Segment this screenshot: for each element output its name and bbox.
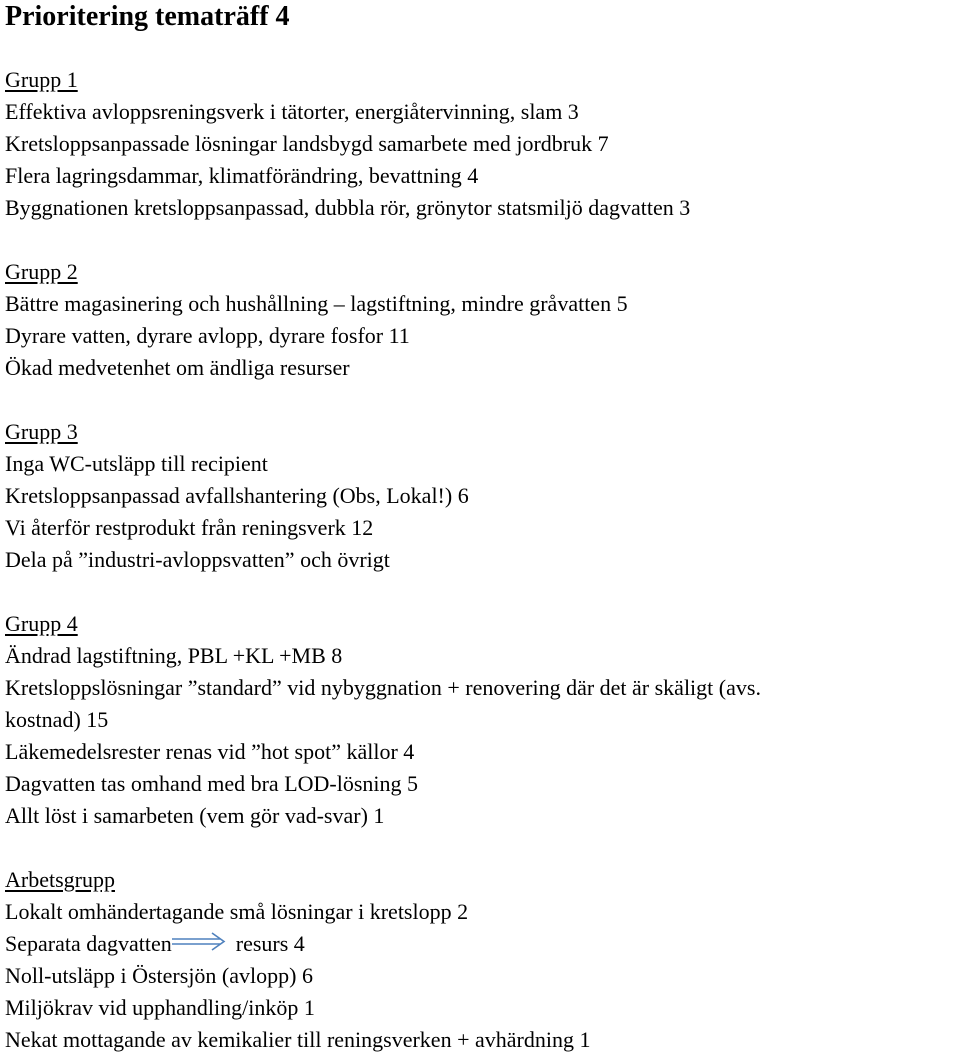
list-item: Noll-utsläpp i Östersjön (avlopp) 6 (5, 963, 313, 988)
list-item: Allt löst i samarbeten (vem gör vad-svar) 1 (5, 803, 385, 828)
list-item: Byggnationen kretsloppsanpassad, dubbla rör, grönytor statsmiljö dagvatten 3 (5, 195, 691, 220)
list-item: kostnad) 15 (5, 707, 109, 732)
arbetsgrupp-heading: Arbetsgrupp (5, 867, 115, 892)
list-item: Flera lagringsdammar, klimatförändring, bevattning 4 (5, 163, 479, 188)
list-item: Vi återför restprodukt från reningsverk 12 (5, 515, 374, 540)
list-item: Kretsloppslösningar ”standard” vid nybyggnation + renovering där det är skäligt (avs. (5, 675, 761, 700)
group-1-heading: Grupp 1 (5, 67, 78, 92)
list-item: Dagvatten tas omhand med bra LOD-lösning 5 (5, 771, 419, 796)
document-title: Prioritering tematräff 4 (5, 1, 290, 32)
list-item: Inga WC-utsläpp till recipient (5, 451, 268, 476)
list-item: Ökad medvetenhet om ändliga resurser (5, 355, 350, 380)
list-item: Kretsloppsanpassade lösningar landsbygd samarbete med jordbruk 7 (5, 131, 609, 156)
list-item: Nekat mottagande av kemikalier till reningsverken + avhärdning 1 (5, 1027, 591, 1052)
list-item: Ändrad lagstiftning, PBL +KL +MB 8 (5, 643, 343, 668)
list-item: Dela på ”industri-avloppsvatten” och övrigt (5, 547, 390, 572)
group-2-heading: Grupp 2 (5, 259, 78, 284)
list-item: Dyrare vatten, dyrare avlopp, dyrare fosfor 11 (5, 323, 410, 348)
list-item-text: Separata dagvatten (5, 931, 172, 956)
group-3-heading: Grupp 3 (5, 419, 78, 444)
list-item: Lokalt omhändertagande små lösningar i kretslopp 2 (5, 899, 469, 924)
list-item: Läkemedelsrester renas vid ”hot spot” källor 4 (5, 739, 415, 764)
list-item: Kretsloppsanpassad avfallshantering (Obs, Lokal!) 6 (5, 483, 469, 508)
right-arrow-icon (172, 931, 228, 953)
list-item: Bättre magasinering och hushållning – lagstiftning, mindre gråvatten 5 (5, 291, 628, 316)
list-item (5, 931, 305, 957)
list-item: Effektiva avloppsreningsverk i tätorter, energiåtervinning, slam 3 (5, 99, 579, 124)
list-item: Miljökrav vid upphandling/inköp 1 (5, 995, 315, 1020)
list-item-text: resurs 4 (235, 931, 305, 956)
group-4-heading: Grupp 4 (5, 611, 78, 636)
